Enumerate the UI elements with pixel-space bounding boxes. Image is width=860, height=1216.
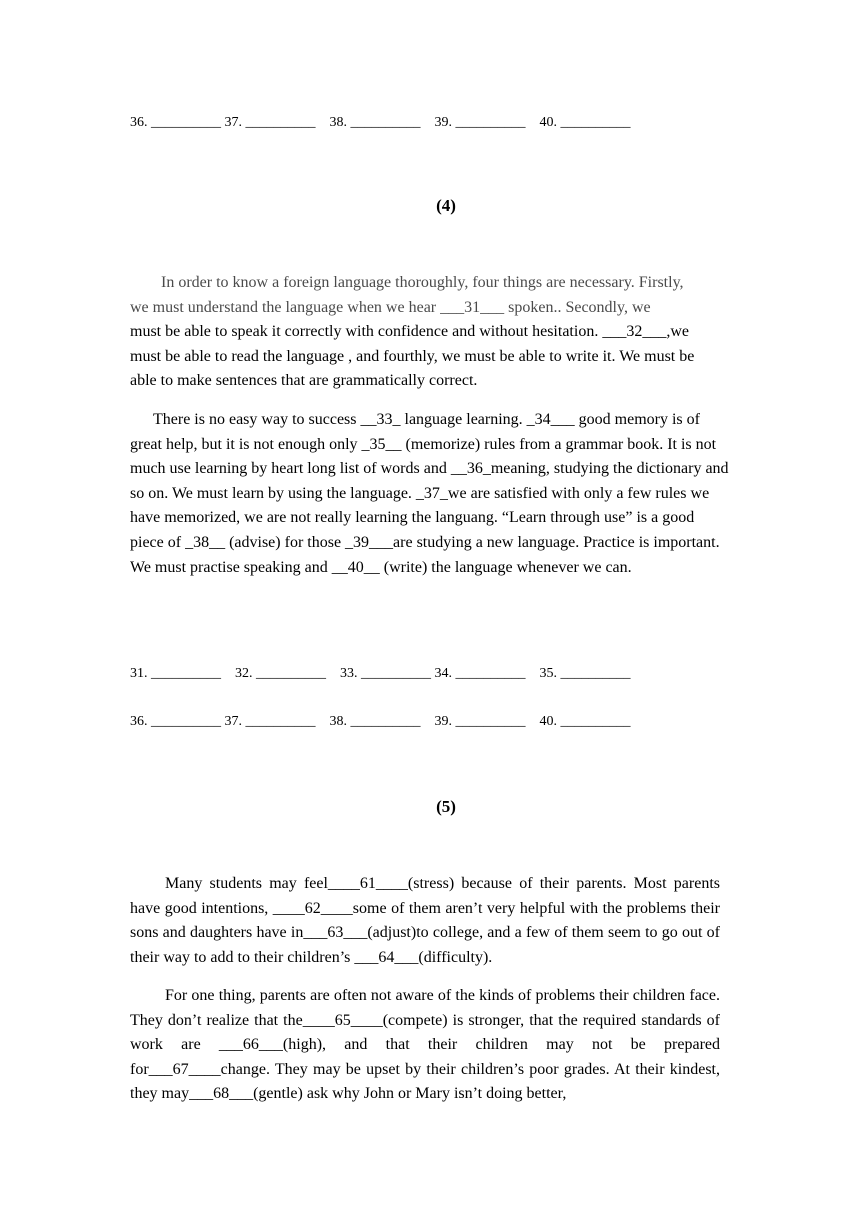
section-5-paragraph-1 — [130, 872, 720, 970]
section-4-paragraph-2 — [130, 408, 730, 580]
section-5-p2-text: For one thing, parents are often not aware of the kinds of problems their children face. They don’t realize that the____65____(compete) is stronger, that the required standards of work are ___66___(high), and that their children may not be prepared for___67____change. They may be upset by their children’s poor grades. At their kindest, they may___68___(gentle) ask why John or Mary isn’t doing better, — [130, 987, 720, 1103]
section-5-heading: (5) — [436, 797, 456, 816]
answer-row-31-35: 31. __________ 32. __________ 33. __________ 34. __________ 35. __________ — [130, 666, 631, 681]
section-4-p1-rest: must be able to speak it correctly with confidence and without hesitation. ___32___,we must be able to read the language , and fourthly, we must be able to write it. We must be able to make sentences that are grammatically correct. — [130, 323, 695, 390]
section-4-p1-line-2: we must understand the language when we hear ___31___ spoken.. Secondly, we — [130, 298, 651, 316]
section-5-paragraph-2 — [130, 984, 720, 1107]
answer-row-36-40-top: 36. __________ 37. __________ 38. __________ 39. __________ 40. __________ — [130, 115, 631, 130]
section-4-p2-text: There is no easy way to success __33_ language learning. _34___ good memory is of great help, but it is not enough only _35__ (memorize) rules from a grammar book. It is not much use learning by heart long list of words and __36_meaning, studying the dictionary and so on. We must learn by using the language. _37_we are satisfied with only a few rules we have memorized, we are not really learning the languang. “Learn through use” is a good piece of _38__ (advise) for those _39___are studying a new language. Practice is important. We must practise speaking and __40__ (write) the language whenever we can. — [130, 411, 729, 576]
section-5-p1-text: Many students may feel____61____(stress) because of their parents. Most parents have good intentions, ____62____some of them aren’t very helpful with the problems their sons and daughters have in___63___(adjust)to college, and a few of them seem to go out of their way to add to their children’s ___64___(difficulty). — [130, 875, 720, 966]
section-4-heading: (4) — [436, 196, 456, 215]
section-4-p1-line-1: In order to know a foreign language thoroughly, four things are necessary. Firstly, — [161, 274, 684, 291]
answer-row-36-40-bottom: 36. __________ 37. __________ 38. __________ 39. __________ 40. __________ — [130, 714, 631, 729]
section-4-paragraph-1 — [130, 271, 740, 394]
